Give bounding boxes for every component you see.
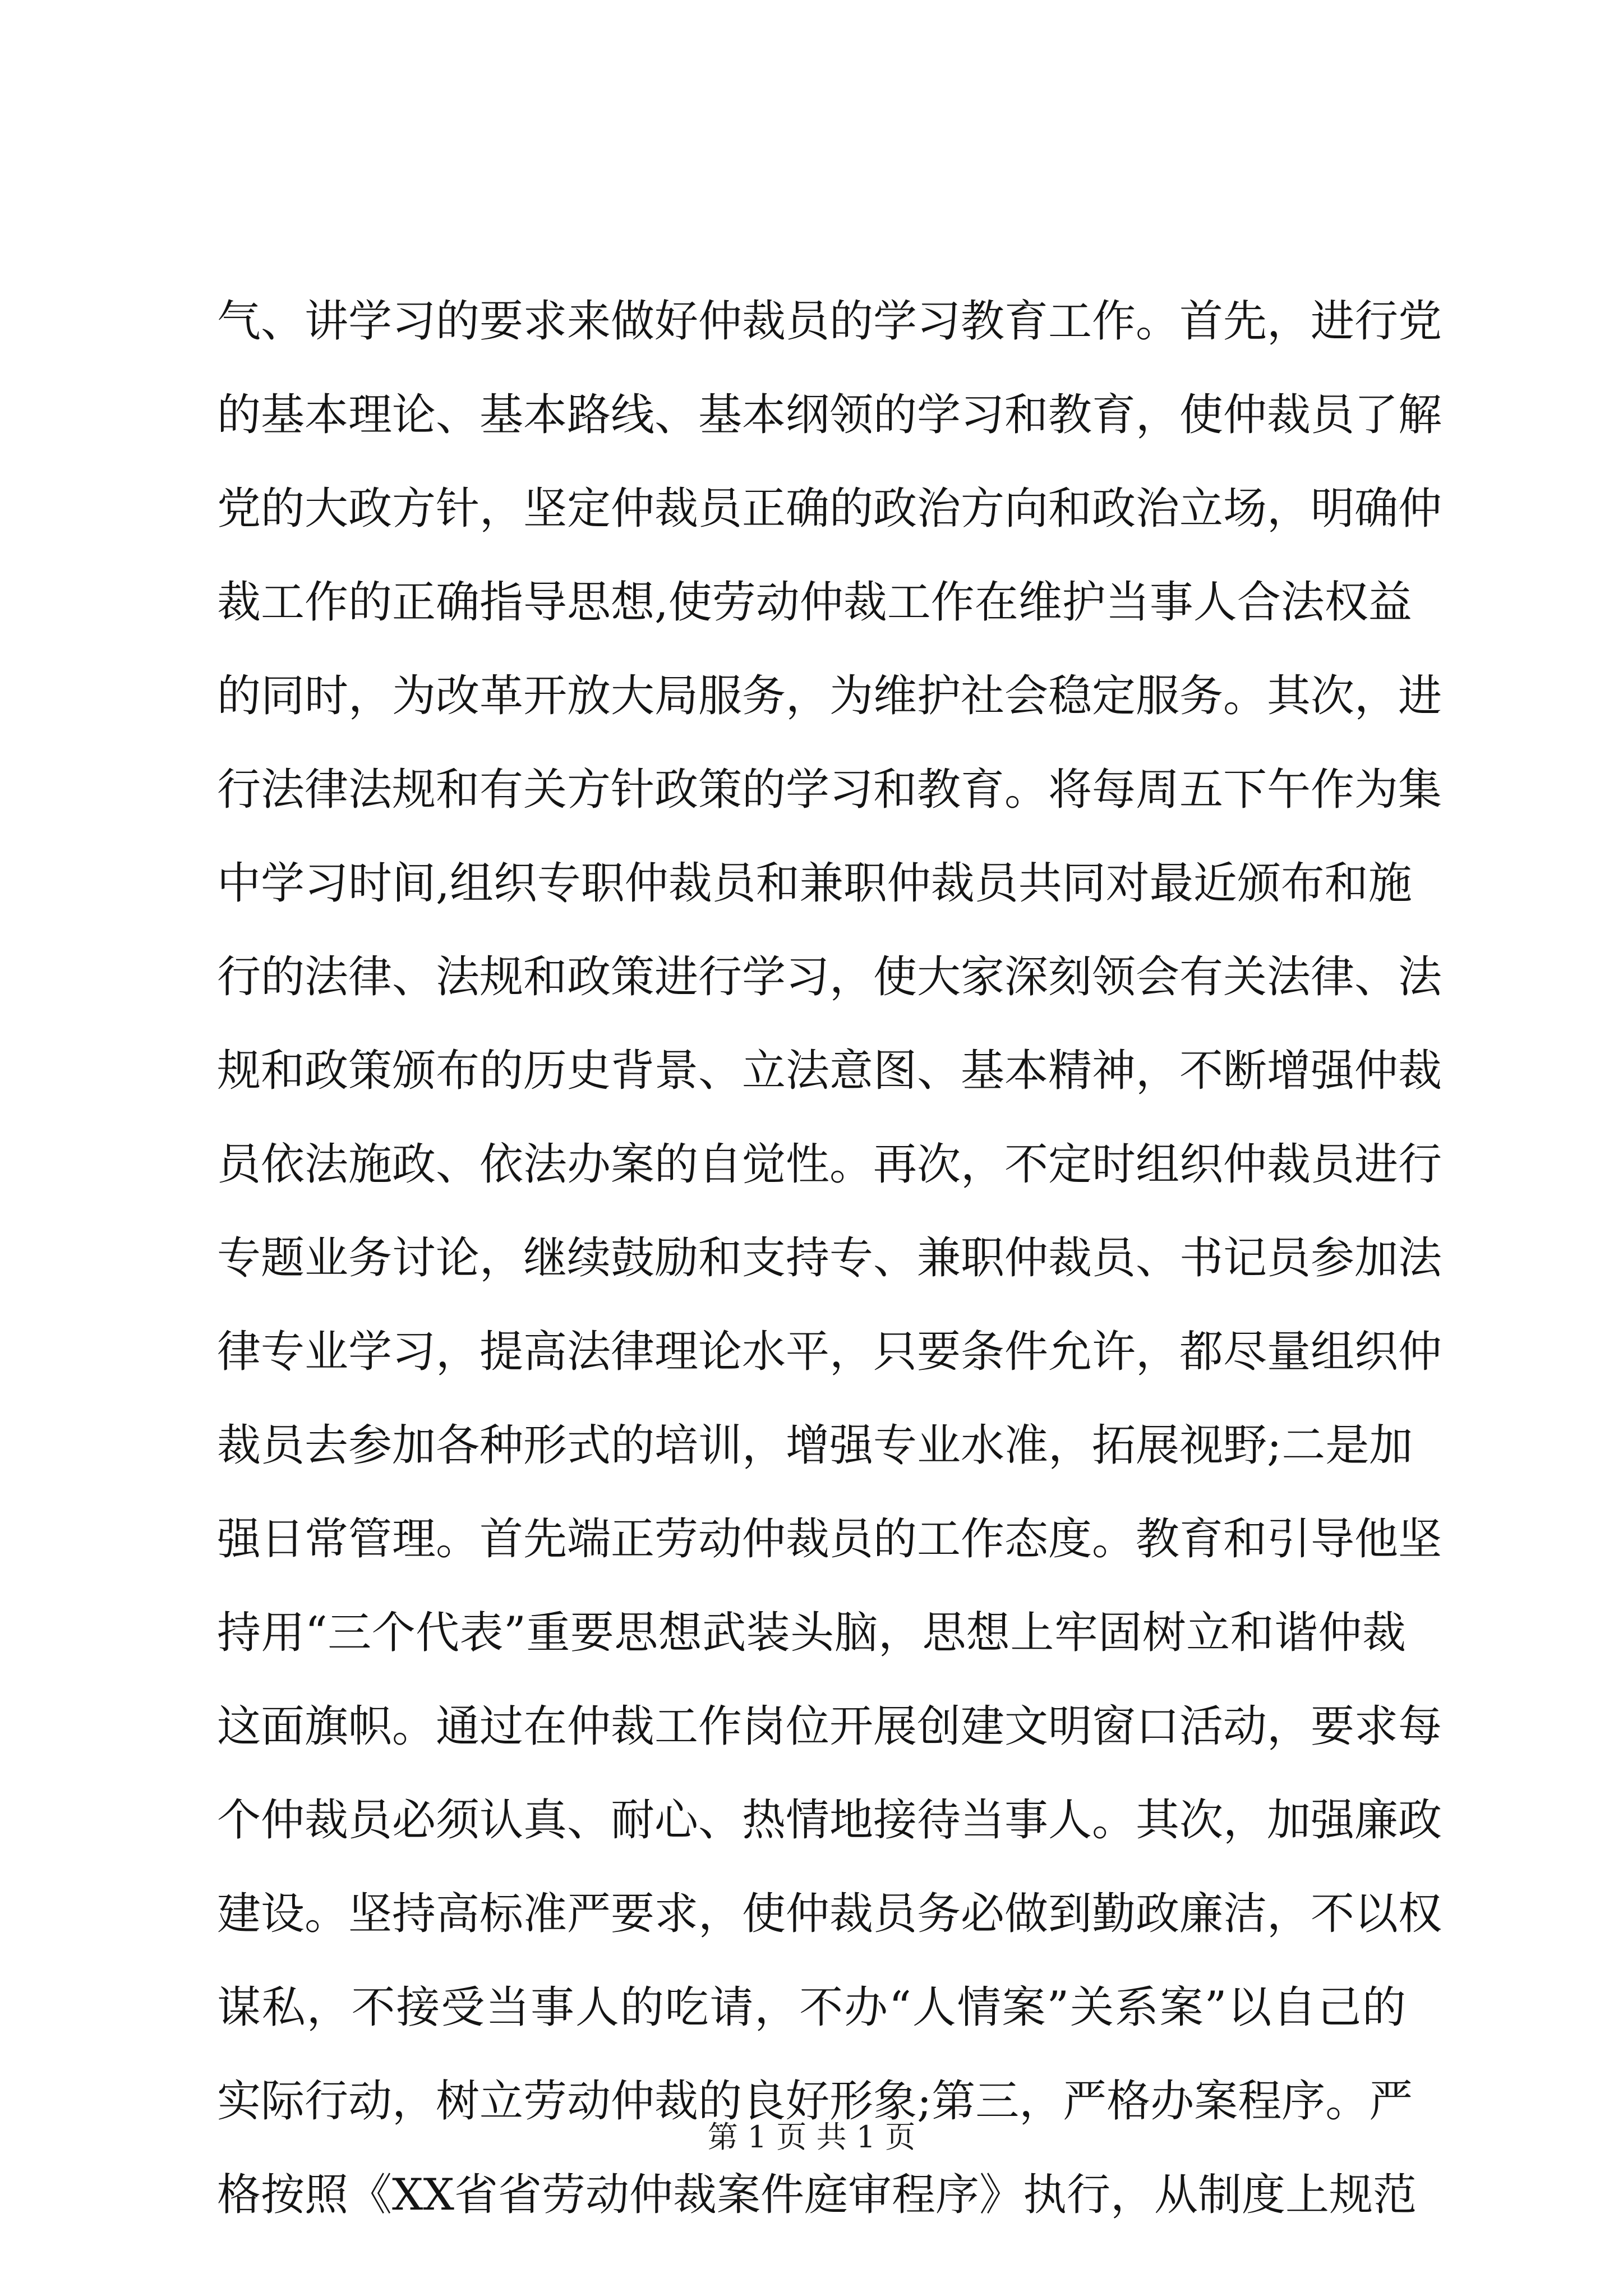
text-line: 的基本理论、基本路线、基本纲领的学习和教育，使仲裁员了解 (217, 390, 1442, 440)
text-line: 的同时，为改革开放大局服务，为维护社会稳定服务。其次，进 (217, 671, 1442, 721)
text-line: 气、讲学习的要求来做好仲裁员的学习教育工作。首先，进行党 (217, 296, 1442, 347)
page-number-label: 第 1 页 共 1 页 (707, 2119, 916, 2155)
text-line: 中学习时间,组织专职仲裁员和兼职仲裁员共同对最近颁布和施 (217, 858, 1412, 909)
text-line: 裁员去参加各种形式的培训，增强专业水准，拓展视野;二是加 (217, 1420, 1413, 1471)
text-line: 党的大政方针，坚定仲裁员正确的政治方向和政治立场，明确仲 (217, 484, 1442, 534)
page-footer (0, 2115, 1623, 2160)
text-line: 实际行动，树立劳动仲裁的良好形象;第三，严格办案程序。严 (217, 2076, 1413, 2127)
text-line: 行法律法规和有关方针政策的学习和教育。将每周五下午作为集 (217, 765, 1442, 815)
text-line: 员依法施政、依法办案的自觉性。再次，不定时组织仲裁员进行 (217, 1139, 1442, 1190)
text-line: 强日常管理。首先端正劳动仲裁员的工作态度。教育和引导他坚 (217, 1514, 1442, 1565)
text-line: 建设。坚持高标准严要求，使仲裁员务必做到勤政廉洁，不以权 (217, 1889, 1442, 1939)
text-line: 专题业务讨论，继续鼓励和支持专、兼职仲裁员、书记员参加法 (217, 1233, 1442, 1283)
text-line: 律专业学习，提高法律理论水平，只要条件允许，都尽量组织仲 (217, 1327, 1442, 1377)
text-line: 个仲裁员必须认真、耐心、热情地接待当事人。其次，加强廉政 (217, 1795, 1442, 1846)
text-line: 这面旗帜。通过在仲裁工作岗位开展创建文明窗口活动，要求每 (217, 1701, 1442, 1752)
text-line: 规和政策颁布的历史背景、立法意图、基本精神，不断增强仲裁 (217, 1046, 1442, 1096)
body-text (217, 275, 1442, 2242)
text-line: 格按照《XX省省劳动仲裁案件庭审程序》执行，从制度上规范 (217, 2170, 1417, 2220)
text-line: 行的法律、法规和政策进行学习，使大家深刻领会有关法律、法 (217, 952, 1442, 1002)
text-line: 裁工作的正确指导思想,使劳动仲裁工作在维护当事人合法权益 (217, 577, 1412, 628)
text-line: 持用“三个代表”重要思想武装头脑，思想上牢固树立和谐仲裁 (217, 1608, 1406, 1658)
text-line: 谋私，不接受当事人的吃请，不办“人情案”关系案”以自己的 (217, 1982, 1406, 2033)
